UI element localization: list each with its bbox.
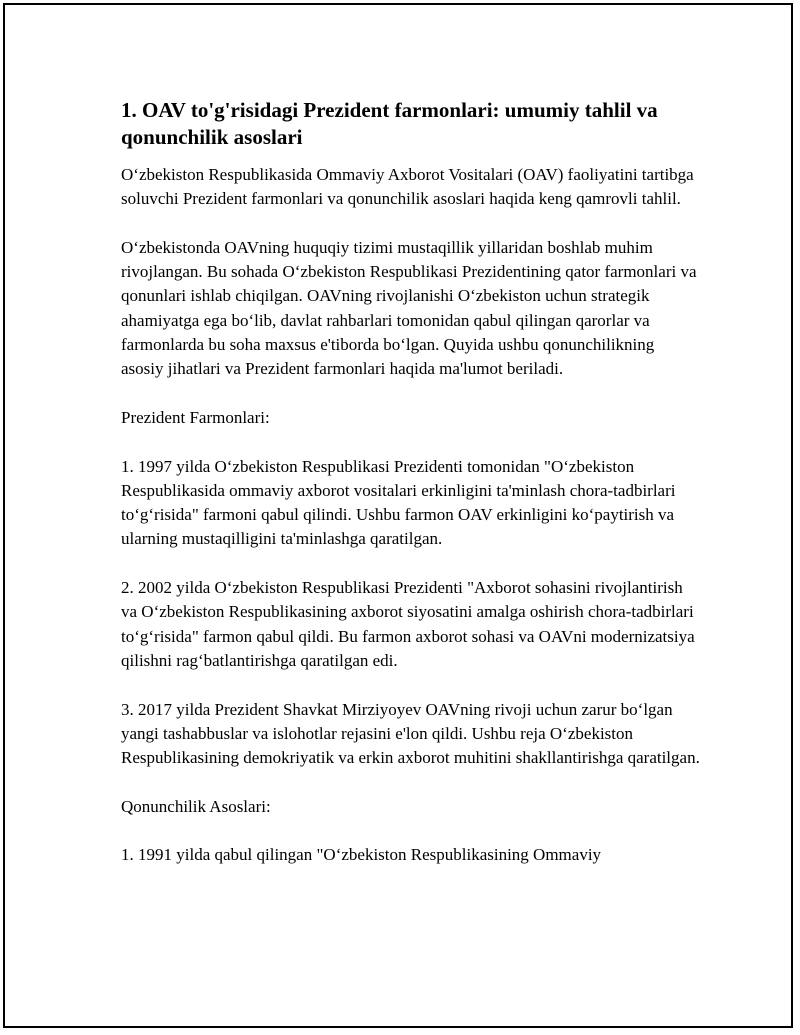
legislation-item-1: 1. 1991 yilda qabul qilingan "O‘zbekiston Respublikasining Ommaviy	[121, 845, 602, 865]
decree-item-1: 1. 1997 yilda O‘zbekiston Respublikasi Prezidenti tomonidan "O‘zbekiston Respublikasida ommaviy axborot vositalari erkinligini ta'minlash chora-tadbirlari to‘g‘risida" farmoni qabul qilindi. Ushbu farmon OAV erkinligini ko‘paytirish va ularning mustaqilligini ta'minlashga qaratilgan.	[121, 456, 676, 549]
page-frame	[3, 3, 793, 1028]
document-title: 1. OAV to'g'risidagi Prezident farmonlari: umumiy tahlil va qonunchilik asoslari	[121, 98, 658, 149]
legal-system-paragraph: O‘zbekistonda OAVning huquqiy tizimi mustaqillik yillaridan boshlab muhim rivojlangan. Bu sohada O‘zbekiston Respublikasi Prezidentining qator farmonlari va qonunlari ishlab chiqilgan. OAVning rivojlanishi O‘zbekiston uchun strategik ahamiyatga ega bo‘lib, davlat rahbarlari tomonidan qabul qilingan qarorlar va farmonlarda bu soha maxsus e'tiborda bo‘lgan. Quyida ushbu qonunchilikning asosiy jihatlari va Prezident farmonlari haqida ma'lumot beriladi.	[121, 237, 697, 379]
decree-item-2: 2. 2002 yilda O‘zbekiston Respublikasi Prezidenti "Axborot sohasini rivojlantirish va O‘zbekiston Respublikasining axborot siyosatini amalga oshirish chora-tadbirlari to‘g‘risida" farmon qabul qildi. Bu farmon axborot sohasi va OAVni modernizatsiya qilishni rag‘batlantirishga qaratilgan edi.	[121, 578, 695, 670]
section-label-decrees: Prezident Farmonlari:	[121, 407, 270, 427]
section-label-legislation: Qonunchilik Asoslari:	[121, 796, 271, 816]
document-body	[121, 97, 701, 892]
decree-item-3: 3. 2017 yilda Prezident Shavkat Mirziyoyev OAVning rivoji uchun zarur bo‘lgan yangi tashabbuslar va islohotlar rejasini e'lon qildi. Ushbu reja O‘zbekiston Respublikasining demokriyatik va erkin axborot muhitini shakllantirishga qaratilgan.	[121, 699, 700, 768]
intro-paragraph: O‘zbekiston Respublikasida Ommaviy Axborot Vositalari (OAV) faoliyatini tartibga soluvchi Prezident farmonlari va qonunchilik asoslari haqida keng qamrovli tahlil.	[121, 165, 694, 209]
